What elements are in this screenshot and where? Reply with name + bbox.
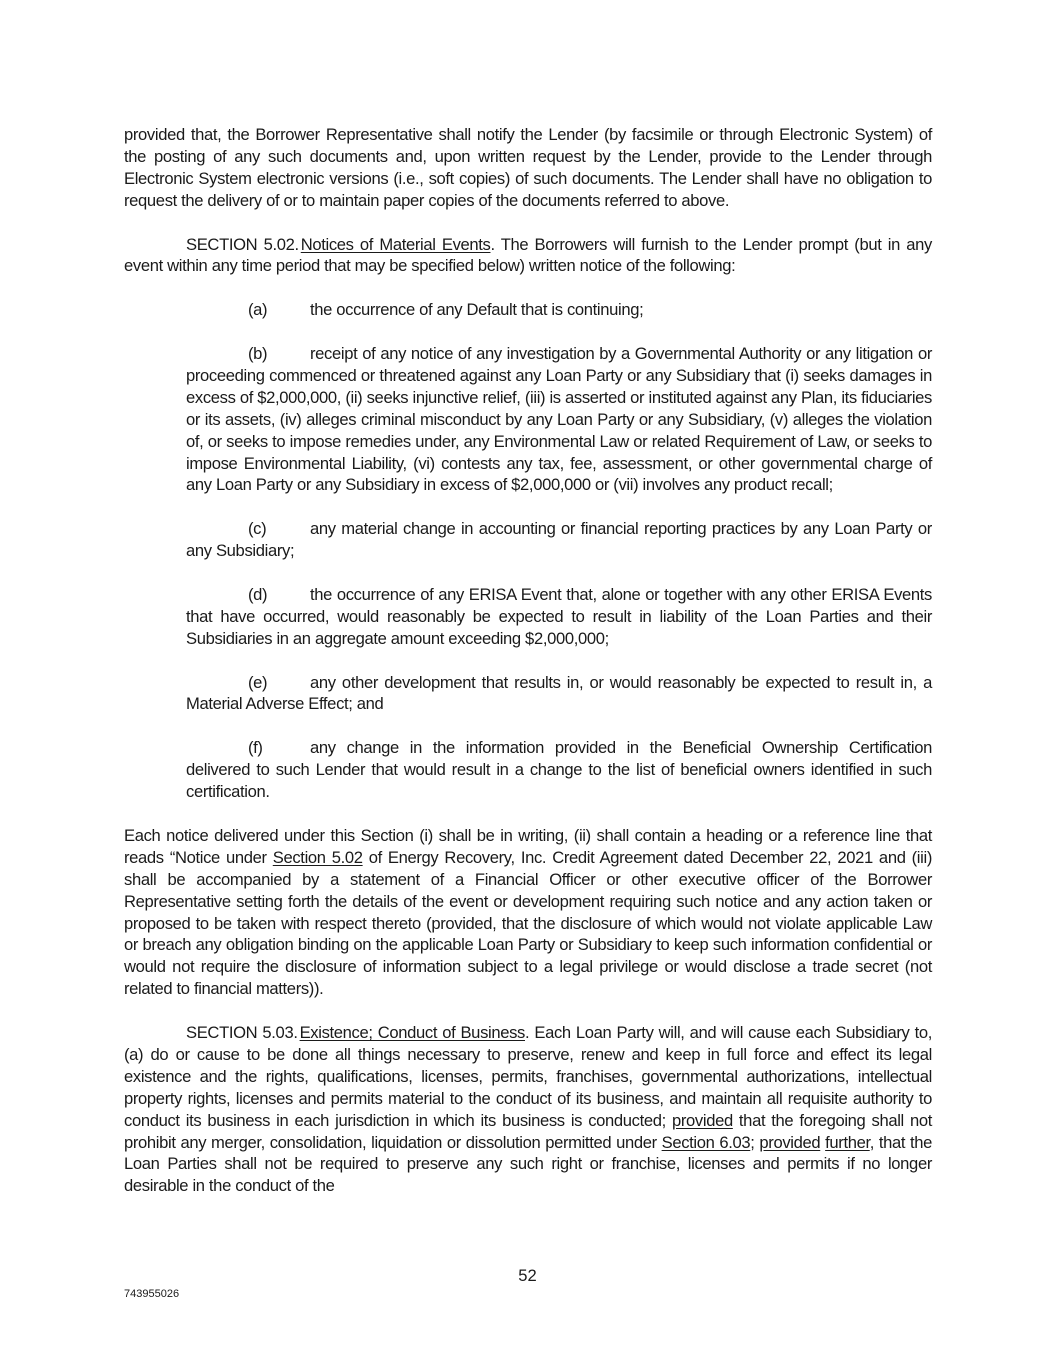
- list-item-label: (d): [248, 584, 268, 604]
- list-item-b: [186, 343, 932, 496]
- notice-paragraph: [124, 825, 932, 1000]
- section-5-02-heading-paragraph: [124, 234, 932, 278]
- list-item-d: [186, 584, 932, 650]
- list-item-label: (e): [248, 672, 268, 692]
- section-6-03-reference-link[interactable]: Section 6.03: [661, 1132, 751, 1152]
- list-item-text: any change in the information provided in the Beneficial Ownership Certification delivered to such Lender that would result in a change to the list of beneficial owners identified in such certification.: [186, 738, 932, 802]
- section-intro-text: . The Borrowers will furnish to the Lender prompt (but in any event within any time period that may be specified below) written notice of the following:: [124, 234, 932, 276]
- section-5-03-paragraph: [124, 1022, 932, 1197]
- list-item-label: (f): [248, 738, 263, 758]
- list-item-text: receipt of any notice of any investigation by a Governmental Authority or any litigation or proceeding commenced or threatened against any Loan Party or any Subsidiary that (i) seeks damages in excess of $2,000,000, (ii) seeks injunctive relief, (iii) is asserted or instituted against any Plan, its fiduciaries or its assets, (iv) alleges criminal misconduct by any Loan Party or any Subsidiary, (v) alleges the violation of, or seeks to impose remedies under, any Environmental Law or related Requirement of Law, or seeks to impose Environmental Liability, (vi) contests any tax, fee, assessment, or other governmental charge of any Loan Party or any Subsidiary in excess of $2,000,000 or (vii) involves any product recall;: [186, 344, 932, 495]
- section-text: , that the Loan Parties shall not be required to preserve any such right or franchise, licenses and permits if no longer desirable in the conduct of the: [124, 1132, 932, 1196]
- provided-term: provided: [759, 1132, 821, 1152]
- list-item-a: [186, 299, 932, 321]
- document-page: [124, 124, 932, 1219]
- intro-paragraph: provided that, the Borrower Representative shall notify the Lender (by facsimile or through Electronic System) of the posting of any such documents and, upon written request by the Lender, provide to the Lender through Electronic System electronic versions (i.e., soft copies) of such documents. The Lender shall have no obligation to request the delivery of or to maintain paper copies of the documents referred to above.: [124, 125, 932, 210]
- section-number: SECTION 5.03.: [186, 1023, 298, 1043]
- provided-term: provided: [671, 1110, 733, 1130]
- list-item-text: the occurrence of any ERISA Event that, alone or together with any other ERISA Events that have occurred, would reasonably be expected to result in liability of the Loan Parties and their Subsidiaries in an aggregate amount exceeding $2,000,000;: [186, 584, 932, 648]
- section-number: SECTION 5.02.: [186, 234, 299, 254]
- list-item-label: (b): [248, 344, 268, 364]
- section-title: Notices of Material Events: [300, 234, 491, 254]
- document-id: 743955026: [124, 1288, 180, 1300]
- section-title: Existence; Conduct of Business: [299, 1023, 525, 1043]
- section-text: that the foregoing shall not prohibit any merger, consolidation, liquidation or dissolution permitted under: [124, 1110, 932, 1152]
- list-item-text: any material change in accounting or financial reporting practices by any Loan Party or any Subsidiary;: [186, 519, 932, 561]
- section-text: ;: [750, 1132, 760, 1152]
- list-item-label: (a): [248, 300, 268, 320]
- list-item-label: (c): [248, 519, 267, 539]
- list-item-c: [186, 518, 932, 562]
- list-item-f: [186, 737, 932, 803]
- list-item-text: the occurrence of any Default that is continuing;: [310, 300, 644, 320]
- list-item-e: [186, 672, 932, 716]
- notice-text-continued: of Energy Recovery, Inc. Credit Agreement dated December 22, 2021 and (iii) shall be accompanied by a statement of a Financial Officer or other executive officer of the Borrower Representative setting forth the details of the event or development requiring such notice and any action taken or proposed to be taken with respect thereto (provided, that the disclosure of which would not violate applicable Law or breach any obligation binding on the applicable Loan Party or Subsidiary to keep such information confidential or would not require the disclosure of information subject to a legal privilege or would disclose a trade secret (not related to financial matters)).: [124, 847, 932, 999]
- list-item-text: any other development that results in, or would reasonably be expected to result in, a Material Adverse Effect; and: [186, 672, 932, 714]
- section-text: . Each Loan Party will, and will cause each Subsidiary to, (a) do or cause to be done all things necessary to preserve, renew and keep in full force and effect its legal existence and the rights, qualifications, licenses, permits, franchises, governmental authorizations, intellectual property rights, licenses and permits material to the conduct of its business, and maintain all requisite authority to conduct its business in each jurisdiction in which its business is conducted;: [124, 1023, 932, 1130]
- section-5-02-reference-link[interactable]: Section 5.02: [272, 847, 363, 867]
- notice-text: Each notice delivered under this Section (i) shall be in writing, (ii) shall contain a heading or a reference line that reads “Notice under: [124, 825, 932, 867]
- page-number: 52: [518, 1266, 537, 1285]
- further-term: further: [825, 1132, 870, 1152]
